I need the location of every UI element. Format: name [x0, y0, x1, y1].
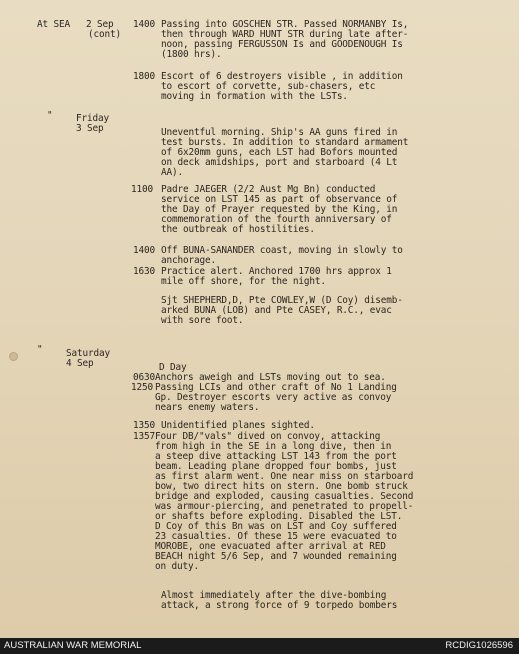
- entry-line: Padre JAEGER (2/2 Aust Mg Bn) conducted: [161, 184, 376, 195]
- entry-line: the outbreak of hostilities.: [161, 224, 315, 235]
- entry-time: 1400: [133, 245, 155, 256]
- entry-line: or shafts before exploding. Disabled the LST.: [155, 511, 403, 522]
- entry-line: 23 casualties. Of these 15 were evacuated to: [155, 531, 397, 542]
- entry-line: anchorage.: [161, 255, 216, 266]
- entry-line: Anchors aweigh and LSTs moving out to sea.: [155, 372, 386, 383]
- entry-line: beam. Leading plane dropped four bombs, just: [155, 461, 397, 472]
- record-id: RCDIG1026596: [445, 640, 513, 651]
- entry-line: from high in the SE in a long dive, then in: [155, 441, 392, 452]
- day-label: Friday: [76, 113, 109, 124]
- ditto-mark: ": [47, 110, 53, 121]
- entry-line: Uneventful morning. Ship's AA guns fired in: [161, 127, 398, 138]
- entry-line: a steep dive attacking LST 143 from the port: [155, 451, 397, 462]
- entry-line: Gp. Destroyer escorts very active as convoy: [155, 392, 392, 403]
- archive-name: AUSTRALIAN WAR MEMORIAL: [4, 640, 142, 651]
- entry-line: noon, passing FERGUSSON Is and GOODENOUGH Is: [161, 39, 403, 50]
- entry-line: D Coy of this Bn was on LST and Coy suffered: [155, 521, 397, 532]
- entry-line: (1800 hrs).: [161, 49, 222, 60]
- entry-line: moving in formation with the LSTs.: [161, 91, 348, 102]
- entry-line: service on LST 145 as part of observance of: [161, 194, 398, 205]
- entry-line: AA).: [161, 167, 183, 178]
- entry-line: MOROBE, one evacuated after arrival at RED: [155, 541, 386, 552]
- entry-line: attack, a strong force of 9 torpedo bombers: [161, 600, 398, 611]
- entry-line: D Day: [159, 362, 187, 373]
- entry-line: to escort of corvette, sub-chasers, etc: [161, 81, 376, 92]
- entry-line: bow, two direct hits on stern. One bomb struck: [155, 481, 408, 492]
- entry-line: mile off shore, for the night.: [161, 276, 326, 287]
- entry-line: BEACH night 5/6 Sep, and 7 wounded remaining: [155, 551, 397, 562]
- entry-line: arked BUNA (LOB) and Pte CASEY, R.C., evac: [161, 305, 392, 316]
- entry-line: Unidentified planes sighted.: [161, 420, 315, 431]
- cont-label: (cont): [88, 29, 121, 40]
- entry-line: of 6x20mm guns, each LST had Bofors mounted: [161, 147, 398, 158]
- entry-line: Sjt SHEPHERD,D, Pte COWLEY,W (D Coy) disemb-: [161, 295, 403, 306]
- entry-line: Practice alert. Anchored 1700 hrs approx 1: [161, 266, 392, 277]
- entry-time: 1357: [133, 431, 155, 442]
- entry-line: nears enemy waters.: [155, 402, 260, 413]
- entry-line: bridge and exploded, causing casualties. Second: [155, 491, 414, 502]
- entry-date: 2 Sep: [86, 19, 114, 30]
- entry-time: 1400: [133, 19, 155, 30]
- archive-footer: [0, 638, 519, 654]
- entry-line: as first alarm went. One near miss on starboard: [155, 471, 414, 482]
- entry-time: 1250: [131, 382, 153, 393]
- entry-time: 1100: [131, 184, 153, 195]
- entry-time: 1800: [133, 71, 155, 82]
- entry-line: with sore foot.: [161, 315, 244, 326]
- entry-line: Four DB/"vals" dived on convoy, attacking: [155, 431, 381, 442]
- location-label: At SEA: [37, 19, 70, 30]
- entry-time: 0630: [133, 372, 155, 383]
- entry-line: was armour-piercing, and penetrated to propell-: [155, 501, 414, 512]
- entry-line: Escort of 6 destroyers visible , in addition: [161, 71, 403, 82]
- day-label: Saturday: [66, 348, 110, 359]
- entry-line: Off BUNA-SANANDER coast, moving in slowly to: [161, 245, 403, 256]
- entry-line: Passing LCIs and other craft of No 1 Landing: [155, 382, 397, 393]
- entry-time: 1350: [133, 420, 155, 431]
- entry-line: test bursts. In addition to standard armament: [161, 137, 409, 148]
- entry-line: Almost immediately after the dive-bombing: [161, 590, 387, 601]
- entry-line: Passing into GOSCHEN STR. Passed NORMANBY Is,: [161, 19, 409, 30]
- entry-line: on deck amidships, port and starboard (4 Lt: [161, 157, 398, 168]
- entry-line: then through WARD HUNT STR during late after-: [161, 29, 409, 40]
- entry-line: the Day of Prayer requested by the King, in: [161, 204, 398, 215]
- day-date: 3 Sep: [76, 123, 104, 134]
- entry-time: 1630: [133, 266, 155, 277]
- entry-line: on duty.: [155, 561, 199, 572]
- entry-line: commemoration of the fourth anniversary of: [161, 214, 392, 225]
- ditto-mark: ": [37, 344, 43, 355]
- day-date: 4 Sep: [66, 358, 94, 369]
- punch-hole: [9, 352, 18, 361]
